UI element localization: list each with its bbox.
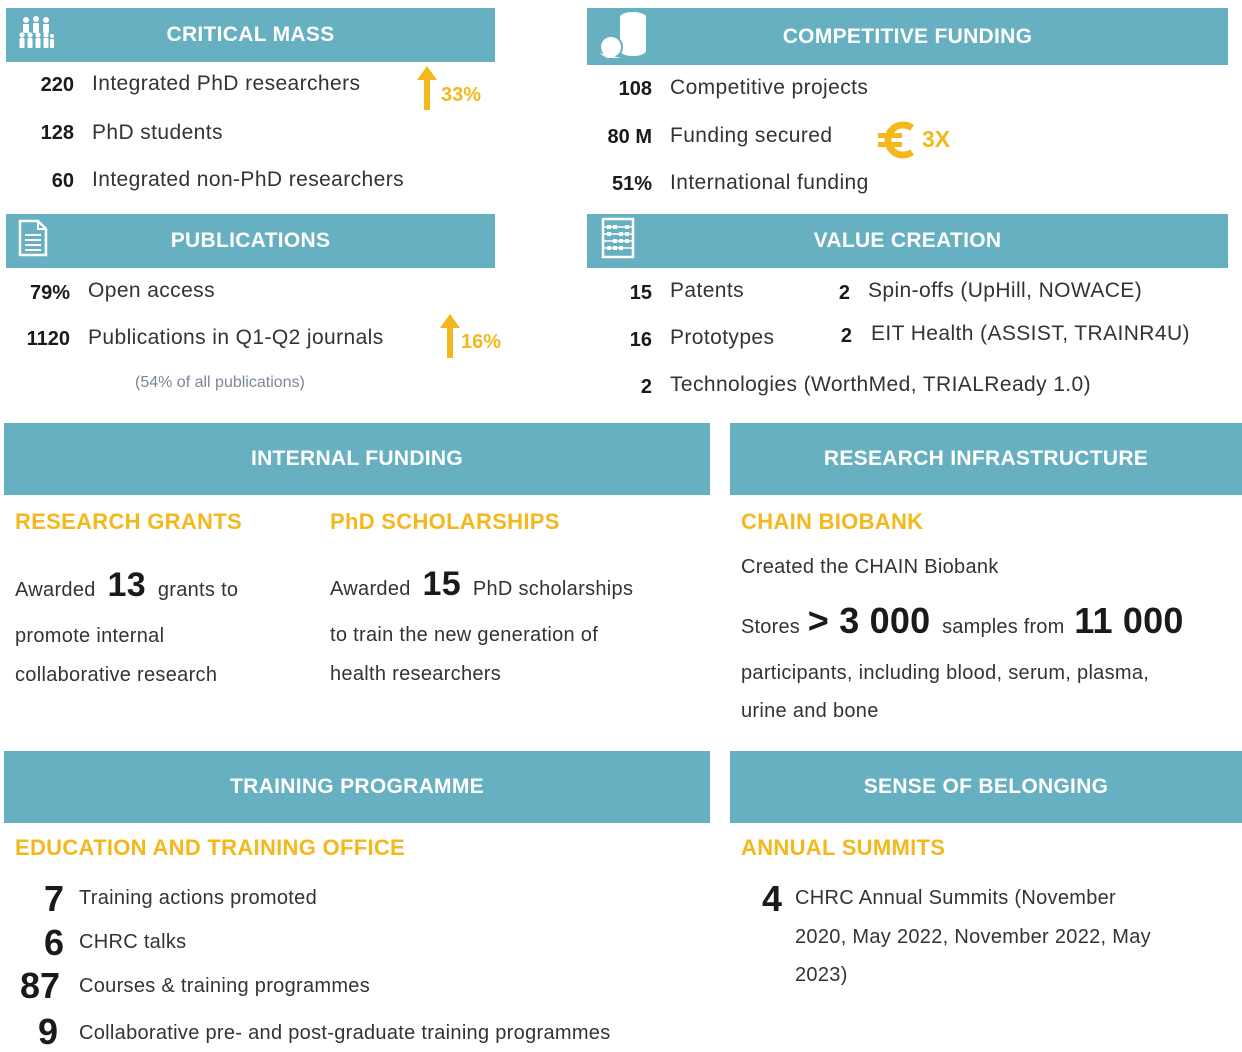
publications-title: PUBLICATIONS <box>170 229 331 252</box>
chain-biobank-line-4: urine and bone <box>741 700 879 722</box>
training-num-1: 7 <box>43 878 64 919</box>
critical-mass-num-2: 128 <box>40 122 74 144</box>
critical-mass-num-1: 220 <box>40 74 74 96</box>
publications-num-1: 79% <box>29 282 70 304</box>
value-creation-title: VALUE CREATION <box>813 229 1002 252</box>
arrow-up-icon <box>416 66 438 115</box>
competitive-funding-label-3: International funding <box>670 171 869 194</box>
phd-scholarships-line-2: to train the new generation of <box>330 624 599 646</box>
competitive-funding-label-2: Funding secured <box>670 124 833 147</box>
competitive-funding-trend: 3X <box>922 126 951 152</box>
critical-mass-num-3: 60 <box>51 170 74 192</box>
publications-label-1: Open access <box>88 279 215 302</box>
value-creation-label-4: EIT Health (ASSIST, TRAINR4U) <box>871 322 1190 345</box>
research-grants-post: grants to <box>157 579 239 601</box>
chain-biobank-line-1: Created the CHAIN Biobank <box>741 556 999 578</box>
critical-mass-title: CRITICAL MASS <box>166 23 335 46</box>
training-label-3: Courses & training programmes <box>79 975 371 997</box>
training-programme-header <box>4 751 710 823</box>
publications-note: (54% of all publications) <box>135 374 305 391</box>
value-creation-num-3: 16 <box>629 329 652 351</box>
value-creation-header <box>587 214 1228 268</box>
competitive-funding-title: COMPETITIVE FUNDING <box>782 24 1033 48</box>
publications-trend: 16% <box>461 331 502 353</box>
training-num-2: 6 <box>43 922 64 963</box>
chain-biobank-heading: CHAIN BIOBANK <box>741 509 924 534</box>
arrow-up-icon <box>439 314 461 363</box>
euro-icon <box>876 119 918 166</box>
critical-mass-label-3: Integrated non-PhD researchers <box>92 168 404 191</box>
research-grants-heading: RESEARCH GRANTS <box>15 509 242 534</box>
publications-num-2: 1120 <box>26 328 70 350</box>
internal-funding-title: INTERNAL FUNDING <box>250 447 464 470</box>
coins-stack-icon <box>597 9 653 65</box>
training-label-1: Training actions promoted <box>79 887 317 909</box>
value-creation-num-2: 2 <box>838 282 850 304</box>
sense-of-belonging-title: SENSE OF BELONGING <box>863 775 1109 798</box>
value-creation-num-1: 15 <box>629 282 652 304</box>
stores-label: Stores <box>741 616 801 638</box>
value-creation-num-4: 2 <box>840 325 852 347</box>
research-grants-line-1 <box>15 566 238 605</box>
sense-of-belonging-header <box>730 751 1242 823</box>
research-grants-count: 13 <box>107 566 146 604</box>
research-infrastructure-header <box>730 423 1242 495</box>
critical-mass-header <box>6 8 495 62</box>
critical-mass-label-2: PhD students <box>92 121 223 144</box>
competitive-funding-num-2: 80 M <box>607 126 652 148</box>
value-creation-label-2: Spin-offs (UpHill, NOWACE) <box>868 279 1143 302</box>
phd-scholarships-line-1 <box>330 565 633 604</box>
publications-label-2: Publications in Q1-Q2 journals <box>88 326 384 349</box>
samples-from-label: samples from <box>942 616 1065 638</box>
research-grants-pre: Awarded <box>15 579 96 601</box>
participants-count: 11 000 <box>1074 600 1184 641</box>
value-creation-label-1: Patents <box>670 279 745 302</box>
research-grants-line-2: promote internal <box>15 625 165 647</box>
competitive-funding-label-1: Competitive projects <box>670 76 869 99</box>
abacus-icon <box>601 217 635 265</box>
phd-scholarships-heading: PhD SCHOLARSHIPS <box>330 509 560 534</box>
people-group-icon <box>18 14 54 56</box>
critical-mass-trend: 33% <box>441 84 482 106</box>
education-office-heading: EDUCATION AND TRAINING OFFICE <box>15 835 406 860</box>
competitive-funding-header <box>587 8 1228 65</box>
training-num-4: 9 <box>37 1011 58 1052</box>
phd-scholarships-count: 15 <box>422 565 461 603</box>
critical-mass-label-1: Integrated PhD researchers <box>92 72 361 95</box>
competitive-funding-num-3: 51% <box>611 173 652 195</box>
training-label-4: Collaborative pre- and post-graduate training programmes <box>79 1022 611 1044</box>
chain-biobank-line-3: participants, including blood, serum, plasma, <box>741 662 1150 684</box>
training-num-3: 87 <box>19 965 60 1006</box>
internal-funding-header <box>4 423 710 495</box>
publications-header <box>6 214 495 268</box>
value-creation-num-5: 2 <box>640 376 652 398</box>
competitive-funding-num-1: 108 <box>618 78 652 100</box>
annual-summits-heading: ANNUAL SUMMITS <box>741 835 946 860</box>
training-programme-title: TRAINING PROGRAMME <box>230 775 484 798</box>
research-infrastructure-title: RESEARCH INFRASTRUCTURE <box>823 447 1149 470</box>
annual-summits-line-3: 2023) <box>795 964 848 986</box>
phd-scholarships-line-3: health researchers <box>330 663 502 685</box>
phd-scholarships-pre: Awarded <box>330 578 411 600</box>
value-creation-label-5: Technologies (WorthMed, TRIALReady 1.0) <box>670 373 1092 396</box>
chain-biobank-line-2 <box>741 600 1184 642</box>
samples-count: > 3 000 <box>807 600 931 641</box>
research-grants-line-3: collaborative research <box>15 664 218 686</box>
value-creation-label-3: Prototypes <box>670 326 775 349</box>
phd-scholarships-post: PhD scholarships <box>472 578 634 600</box>
document-icon <box>18 219 48 263</box>
annual-summits-count: 4 <box>761 878 782 919</box>
annual-summits-line-1: CHRC Annual Summits (November <box>795 887 1117 909</box>
annual-summits-line-2: 2020, May 2022, November 2022, May <box>795 926 1151 948</box>
training-label-2: CHRC talks <box>79 931 187 953</box>
